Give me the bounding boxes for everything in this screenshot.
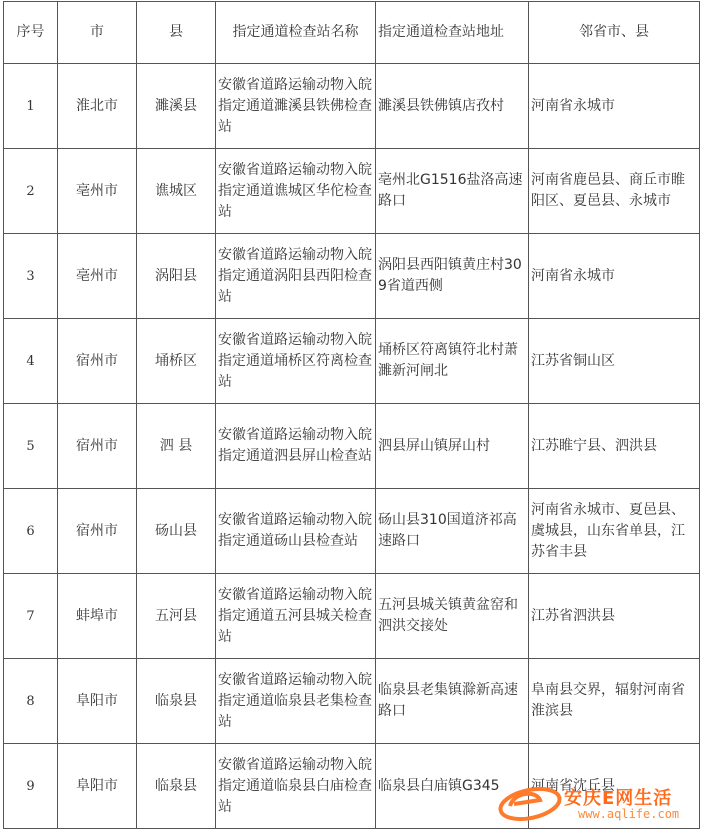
- watermark-text: 安庆E网生活: [564, 788, 673, 809]
- cell-neighbor: 河南省鹿邑县、商丘市睢阳区、夏邑县、永城市: [529, 149, 700, 234]
- cell-station-name: 安徽省道路运输动物入皖指定通道泗县屏山检查站: [216, 404, 376, 489]
- site-watermark: [496, 780, 696, 826]
- cell-station-address: 亳州北G1516盐洛高速路口: [376, 149, 529, 234]
- cell-station-name: 安徽省道路运输动物入皖指定通道临泉县白庙检查站: [216, 744, 376, 829]
- cell-seq: 1: [4, 64, 58, 149]
- table-row: [4, 319, 700, 404]
- cell-neighbor: 河南省沈丘县: [529, 744, 700, 829]
- cell-neighbor: 河南省永城市: [529, 64, 700, 149]
- header-seq: 序号: [4, 2, 58, 64]
- cell-county: 涡阳县: [137, 234, 216, 319]
- header-station-address: 指定通道检查站地址: [376, 2, 529, 64]
- cell-neighbor: 江苏睢宁县、泗洪县: [529, 404, 700, 489]
- checkpoint-table: [3, 1, 700, 829]
- cell-neighbor: 阜南县交界，辐射河南省淮滨县: [529, 659, 700, 744]
- e-logo-icon: [496, 780, 566, 826]
- cell-city: 宿州市: [58, 404, 137, 489]
- cell-station-address: 五河县城关镇黄盆窑和泗洪交接处: [376, 574, 529, 659]
- cell-county: 五河县: [137, 574, 216, 659]
- cell-station-name: 安徽省道路运输动物入皖指定通道砀山县检查站: [216, 489, 376, 574]
- cell-neighbor: 河南省永城市: [529, 234, 700, 319]
- cell-county: 谯城区: [137, 149, 216, 234]
- cell-station-name: 安徽省道路运输动物入皖指定通道涡阳县西阳检查站: [216, 234, 376, 319]
- header-city: 市: [58, 2, 137, 64]
- cell-city: 宿州市: [58, 489, 137, 574]
- cell-neighbor: 江苏省泗洪县: [529, 574, 700, 659]
- cell-seq: 9: [4, 744, 58, 829]
- cell-county: 濉溪县: [137, 64, 216, 149]
- cell-seq: 5: [4, 404, 58, 489]
- header-county: 县: [137, 2, 216, 64]
- cell-county: 临泉县: [137, 659, 216, 744]
- cell-city: 阜阳市: [58, 744, 137, 829]
- cell-seq: 4: [4, 319, 58, 404]
- watermark-url: www.aqlife.com: [578, 807, 680, 821]
- cell-station-address: 埇桥区符离镇符北村萧濉新河闸北: [376, 319, 529, 404]
- cell-county: 埇桥区: [137, 319, 216, 404]
- cell-seq: 2: [4, 149, 58, 234]
- cell-station-name: 安徽省道路运输动物入皖指定通道濉溪县铁佛检查站: [216, 64, 376, 149]
- cell-seq: 6: [4, 489, 58, 574]
- cell-city: 亳州市: [58, 149, 137, 234]
- cell-neighbor: 江苏省铜山区: [529, 319, 700, 404]
- cell-station-address: 临泉县白庙镇G345: [376, 744, 529, 829]
- table-row: [4, 574, 700, 659]
- cell-station-address: 砀山县310国道济祁高速路口: [376, 489, 529, 574]
- cell-station-name: 安徽省道路运输动物入皖指定通道五河县城关检查站: [216, 574, 376, 659]
- cell-city: 淮北市: [58, 64, 137, 149]
- cell-seq: 7: [4, 574, 58, 659]
- cell-station-name: 安徽省道路运输动物入皖指定通道谯城区华佗检查站: [216, 149, 376, 234]
- cell-station-address: 临泉县老集镇滁新高速路口: [376, 659, 529, 744]
- table-row: [4, 404, 700, 489]
- header-station-name: 指定通道检查站名称: [216, 2, 376, 64]
- cell-city: 宿州市: [58, 319, 137, 404]
- cell-county: 泗 县: [137, 404, 216, 489]
- cell-county: 临泉县: [137, 744, 216, 829]
- cell-neighbor: 河南省永城市、夏邑县、虞城县，山东省单县，江苏省丰县: [529, 489, 700, 574]
- cell-county: 砀山县: [137, 489, 216, 574]
- table-header-row: [4, 2, 700, 64]
- cell-station-address: 泗县屏山镇屏山村: [376, 404, 529, 489]
- header-neighbor: 邻省市、县: [529, 2, 700, 64]
- cell-city: 蚌埠市: [58, 574, 137, 659]
- cell-station-name: 安徽省道路运输动物入皖指定通道临泉县老集检查站: [216, 659, 376, 744]
- cell-city: 亳州市: [58, 234, 137, 319]
- table-row: [4, 64, 700, 149]
- cell-station-name: 安徽省道路运输动物入皖指定通道埇桥区符离检查站: [216, 319, 376, 404]
- cell-city: 阜阳市: [58, 659, 137, 744]
- table-row: [4, 659, 700, 744]
- cell-station-address: 涡阳县西阳镇黄庄村309省道西侧: [376, 234, 529, 319]
- cell-seq: 8: [4, 659, 58, 744]
- table-row: [4, 149, 700, 234]
- cell-station-address: 濉溪县铁佛镇店孜村: [376, 64, 529, 149]
- table-row: [4, 234, 700, 319]
- table-row: [4, 489, 700, 574]
- cell-seq: 3: [4, 234, 58, 319]
